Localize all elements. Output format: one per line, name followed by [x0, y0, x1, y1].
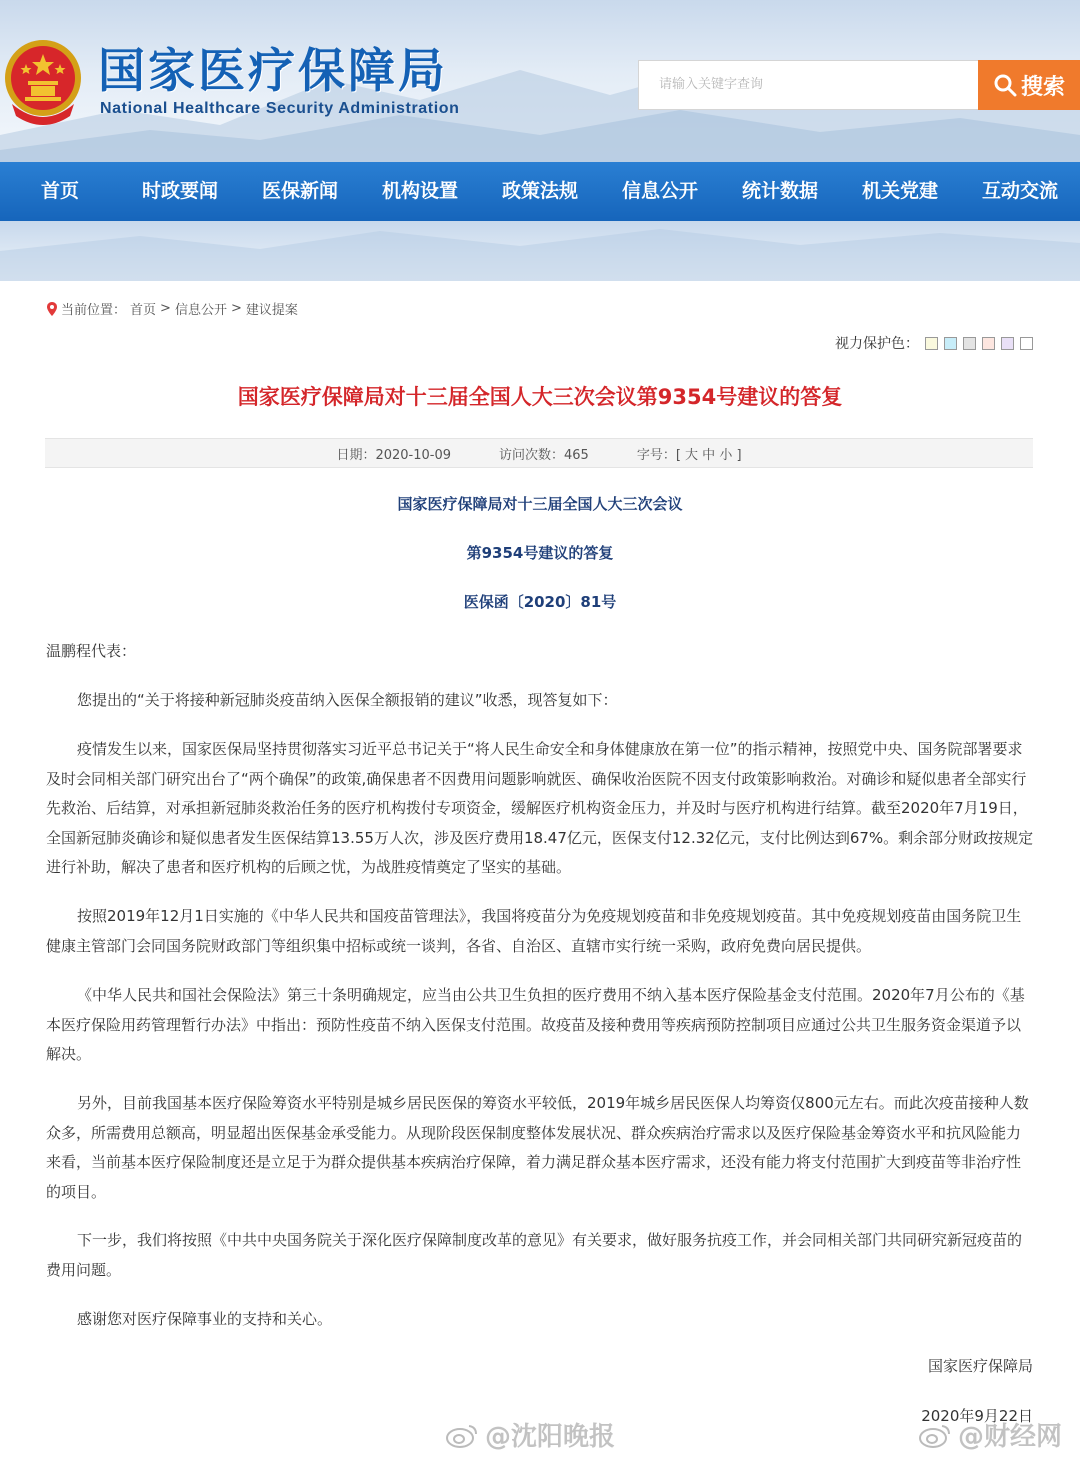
- article-visit-count: 访问次数：465: [499, 447, 589, 463]
- article-date: 日期：2020-10-09: [336, 447, 452, 463]
- paragraph-5: 另外，目前我国基本医疗保险筹资水平特别是城乡居民医保的筹资水平较低，2019年城乡居民医保人均筹资仅800元左右。而此次疫苗接种人数众多，所需费用总额高，明显超出医保基金承受能力。从现阶段医保制度整体发展状况、群众疾病治疗需求以及医疗保险基金筹资水平和抗风险能力来看，当前基本医疗保险制度还是立足于为群众提供基本疾病治疗保障，着力满足群众基本医疗需求，还没有能力将支付范围扩大到疫苗等非治疗性的项目。: [46, 1094, 1029, 1201]
- nav-item-interaction[interactable]: 互动交流: [981, 180, 1058, 202]
- nav-banner: [0, 221, 1080, 281]
- main-nav: [0, 162, 1080, 221]
- paragraph-7: 感谢您对医疗保障事业的支持和关心。: [77, 1310, 333, 1328]
- breadcrumb-separator: >: [230, 301, 242, 316]
- nav-item-healthcare-news[interactable]: 医保新闻: [261, 180, 338, 202]
- eye-care-swatch-white[interactable]: [1020, 337, 1033, 350]
- nav-item-party-building[interactable]: 机关党建: [861, 180, 938, 202]
- nav-item-home[interactable]: 首页: [40, 180, 79, 202]
- breadcrumb-item-home[interactable]: 首页: [130, 303, 157, 318]
- site-header: [0, 0, 1080, 162]
- breadcrumb-item-proposals[interactable]: 建议提案: [245, 303, 298, 318]
- location-pin-icon: [47, 302, 57, 316]
- site-title: 国家医疗保障局: [98, 44, 448, 99]
- weibo-icon: [918, 1422, 952, 1448]
- signature: 国家医疗保障局: [927, 1357, 1033, 1375]
- nav-item-statistics[interactable]: 统计数据: [741, 180, 818, 202]
- search-button-label: 搜索: [1020, 74, 1065, 100]
- banner-mountain-background: [0, 221, 1080, 281]
- search-input[interactable]: 请输入关键字查询: [638, 60, 978, 110]
- breadcrumb-prefix: 当前位置：: [61, 303, 127, 318]
- breadcrumb-item-info-disclosure[interactable]: 信息公开: [174, 303, 227, 318]
- paragraph-4: 《中华人民共和国社会保险法》第三十条明确规定，应当由公共卫生负担的医疗费用不纳入基本医疗保险基金支付范围。2020年7月公布的《基本医疗保险用药管理暂行办法》中指出：预防性疫苗不纳入医保支付范围。故疫苗及接种费用等疾病预防控制项目应通过公共卫生服务资金渠道予以解决。: [46, 986, 1025, 1063]
- watermark-left: [445, 1416, 615, 1453]
- eye-care-swatch-pink[interactable]: [982, 337, 995, 350]
- paragraph-3: 按照2019年12月1日实施的《中华人民共和国疫苗管理法》，我国将疫苗分为免疫规划疫苗和非免疫规划疫苗。其中免疫规划疫苗由国务院卫生健康主管部门会同国务院财政部门等组织集中招标或统一谈判，各省、自治区、直辖市实行统一采购，政府免费向居民提供。: [46, 907, 1022, 955]
- nav-item-policy[interactable]: 政策法规: [501, 180, 578, 202]
- eye-care-swatch-purple[interactable]: [1001, 337, 1014, 350]
- paragraph-6: 下一步，我们将按照《中共中央国务院关于深化医疗保障制度改革的意见》有关要求，做好服务抗疫工作，并会同相关部门共同研究新冠疫苗的费用问题。: [46, 1231, 1023, 1279]
- watermark-left-text: @沈阳晚报: [485, 1422, 616, 1452]
- nav-item-news[interactable]: 时政要闻: [141, 180, 218, 202]
- nav-item-info-disclosure[interactable]: 信息公开: [621, 180, 698, 202]
- eye-care-selector: [835, 333, 1033, 353]
- watermark-right-text: @财经网: [958, 1422, 1063, 1452]
- breadcrumb-separator: >: [160, 301, 171, 316]
- salutation: 温鹏程代表：: [46, 642, 137, 660]
- doc-heading-line1: 国家医疗保障局对十三届全国人大三次会议: [397, 495, 683, 513]
- article-title: 国家医疗保障局对十三届全国人大三次会议第9354号建议的答复: [237, 385, 843, 409]
- doc-heading-line2: 第9354号建议的答复: [466, 544, 614, 562]
- paragraph-2: 疫情发生以来，国家医保局坚持贯彻落实习近平总书记关于“将人民生命安全和身体健康放在第一位”的指示精神，按照党中央、国务院部署要求及时会同相关部门研究出台了“两个确保”的政策,确保患者不因费用问题影响就医、确保收治医院不因支付政策影响救治。对确诊和疑似患者全部实行先救治、后结算，对承担新冠肺炎救治任务的医疗机构拨付专项资金，缓解医疗机构资金压力，并及时与医疗机构进行结算。截至2020年7月19日，全国新冠肺炎确诊和疑似患者发生医保结算13.55万人次，涉及医疗费用18.47亿元，医保支付12.32亿元，支付比例达到67%。剩余部分财政按规定进行补助，解决了患者和医疗机构的后顾之忧，为战胜疫情奠定了坚实的基础。: [46, 740, 1034, 876]
- font-size-selector[interactable]: 字号：[ 大 中 小 ]: [636, 447, 742, 463]
- weibo-icon: [445, 1422, 479, 1448]
- nav-item-organization[interactable]: 机构设置: [381, 180, 458, 202]
- doc-heading-doc-number: 医保函〔2020〕81号: [463, 593, 617, 611]
- article-container: [27, 281, 1053, 1459]
- search-button[interactable]: [978, 60, 1080, 110]
- paragraph-1: 您提出的“关于将接种新冠肺炎疫苗纳入医保全额报销的建议”收悉，现答复如下：: [77, 691, 618, 709]
- national-emblem-icon: [2, 34, 84, 130]
- site-subtitle: National Healthcare Security Administration: [100, 100, 460, 117]
- breadcrumb: [47, 299, 298, 318]
- eye-care-swatch-yellow[interactable]: [925, 337, 938, 350]
- watermark-right: [918, 1416, 1062, 1453]
- eye-care-label: 视力保护色：: [835, 336, 919, 352]
- search-icon: [993, 73, 1017, 97]
- eye-care-swatch-gray[interactable]: [963, 337, 976, 350]
- eye-care-swatch-blue[interactable]: [944, 337, 957, 350]
- sign-date: 2020年9月22日: [921, 1407, 1033, 1425]
- article-meta-bar: [45, 438, 1033, 468]
